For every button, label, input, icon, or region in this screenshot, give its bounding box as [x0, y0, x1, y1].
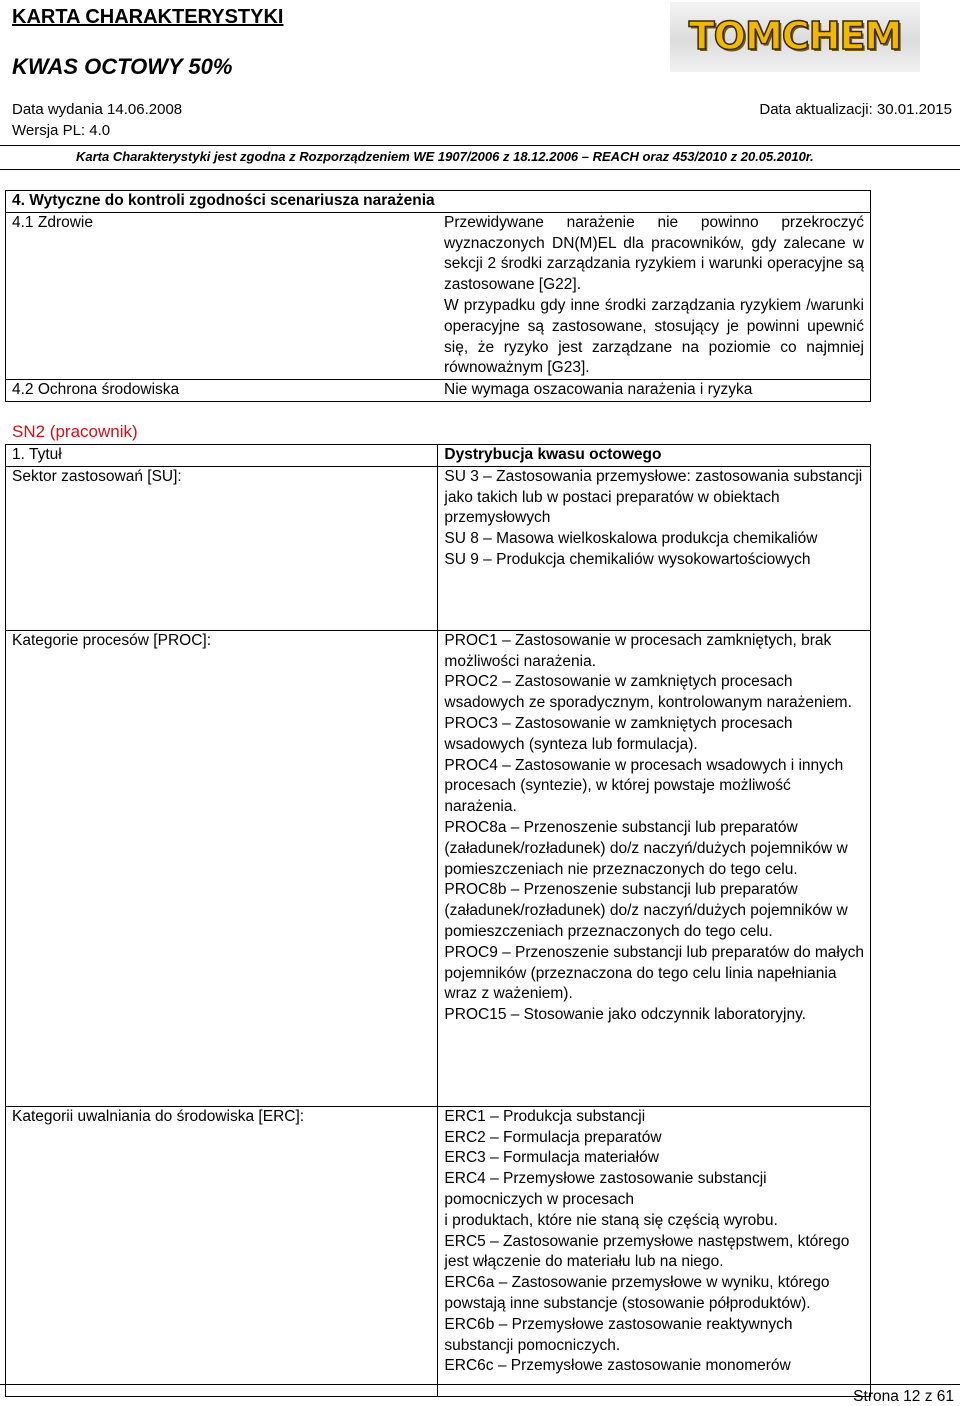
scenario-heading: SN2 (pracownik) — [12, 422, 138, 441]
proc-item: PROC2 – Zastosowanie w zamkniętych procesach wsadowych ze sporadycznym, kontrolowanym narażeniem. — [444, 673, 852, 712]
health-label: 4.1 Zdrowie — [6, 212, 439, 379]
su-item: SU 8 – Masowa wielkoskalowa produkcja chemikaliów — [444, 530, 818, 548]
company-logo — [670, 2, 920, 72]
title-label: 1. Tytuł — [6, 445, 438, 467]
health-paragraph: Przewidywane narażenie nie powinno przekroczyć wyznaczonych DN(M)EL dla pracowników, gdy zalecane w sekcji 2 środki zarządzania ryzykiem i warunki operacyjne są zastosowane [G22]. — [444, 213, 864, 294]
scenario-table — [5, 444, 871, 1397]
erc-label: Kategorii uwalniania do środowiska [ERC]: — [6, 1106, 438, 1396]
document-type-title: KARTA CHARAKTERYSTYKI — [12, 6, 284, 28]
regulation-note: Karta Charakterystyki jest zgodna z Rozporządzeniem WE 1907/2006 z 18.12.2006 – REACH oraz 453/2010 z 20.05.2010r. — [76, 149, 814, 164]
section4-heading: 4. Wytyczne do kontroli zgodności scenariusza narażenia — [6, 191, 871, 213]
erc-item: ERC6c – Przemysłowe zastosowanie monomerów — [444, 1357, 791, 1375]
erc-item: ERC6a – Zastosowanie przemysłowe w wyniku, którego powstają inne substancje (stosowanie półproduktów). — [444, 1274, 830, 1312]
su-label: Sektor zastosowań [SU]: — [6, 466, 438, 630]
erc-item: ERC2 – Formulacja preparatów — [444, 1128, 662, 1146]
section4-table — [5, 190, 871, 402]
version: Wersja PL: 4.0 — [12, 122, 111, 139]
proc-item: PROC15 – Stosowanie jako odczynnik laboratoryjny. — [444, 1006, 806, 1024]
erc-item: ERC3 – Formulacja materiałów — [444, 1149, 659, 1167]
health-text — [438, 212, 871, 379]
su-item: SU 3 – Zastosowania przemysłowe: zastosowania substancji jako takich lub w postaci preparatów w obiektach przemysłowych — [444, 467, 863, 527]
proc-item: PROC1 – Zastosowanie w procesach zamkniętych, brak możliwości narażenia. — [444, 631, 832, 670]
issue-date: Data wydania 14.06.2008 — [12, 101, 183, 118]
product-name: KWAS OCTOWY 50% — [12, 54, 233, 79]
header-divider-top — [0, 145, 960, 146]
proc-item: PROC3 – Zastosowanie w zamkniętych procesach wsadowych (synteza lub formulacja). — [444, 714, 793, 753]
title-value: Dystrybucja kwasu octowego — [438, 445, 871, 467]
erc-item: ERC4 – Przemysłowe zastosowanie substancji pomocniczych w procesach — [444, 1170, 767, 1208]
environment-label: 4.2 Ochrona środowiska — [6, 380, 439, 402]
page-number: Strona 12 z 61 — [853, 1388, 954, 1405]
proc-item: PROC8a – Przenoszenie substancji lub preparatów (załadunek/rozładunek) do/z naczyń/dużych pojemników w pomieszczeniach nie przeznaczonych do tego celu. — [444, 818, 848, 878]
su-item: SU 9 – Produkcja chemikaliów wysokowartościowych — [444, 550, 811, 568]
erc-list — [438, 1106, 871, 1396]
proc-item: PROC4 – Zastosowanie w procesach wsadowych i innych procesach (syntezie), w której powstaje możliwość narażenia. — [444, 756, 844, 816]
header-divider-bottom — [0, 169, 960, 170]
logo-text: TOMCHEM — [688, 14, 902, 58]
erc-item: ERC1 – Produkcja substancji — [444, 1107, 646, 1125]
health-paragraph: W przypadku gdy inne środki zarządzania ryzykiem /warunki operacyjne są zastosowane, stosujący je powinni upewnić się, że ryzyko jest zarządzane na poziomie co najmniej równoważnym [G23]. — [444, 296, 864, 377]
footer-divider — [0, 1384, 960, 1385]
erc-item: i produktach, które nie staną się częścią wyrobu. — [444, 1211, 778, 1229]
erc-item: ERC6b – Przemysłowe zastosowanie reaktywnych substancji pomocniczych. — [444, 1315, 793, 1354]
su-list — [438, 466, 871, 630]
erc-item: ERC5 – Zastosowanie przemysłowe następstwem, którego jest włączenie do materiału lub na niego. — [444, 1232, 850, 1271]
proc-label: Kategorie procesów [PROC]: — [6, 630, 438, 1106]
proc-list — [438, 630, 871, 1106]
proc-item: PROC9 – Przenoszenie substancji lub preparatów do małych pojemników (przeznaczona do tego celu linia napełniania wraz z ważeniem). — [444, 943, 864, 1003]
update-date: Data aktualizacji: 30.01.2015 — [759, 101, 952, 118]
environment-text: Nie wymaga oszacowania narażenia i ryzyka — [438, 380, 871, 402]
proc-item: PROC8b – Przenoszenie substancji lub preparatów (załadunek/rozładunek) do/z naczyń/dużych pojemników w pomieszczeniach przeznaczonych do tego celu. — [444, 881, 848, 940]
